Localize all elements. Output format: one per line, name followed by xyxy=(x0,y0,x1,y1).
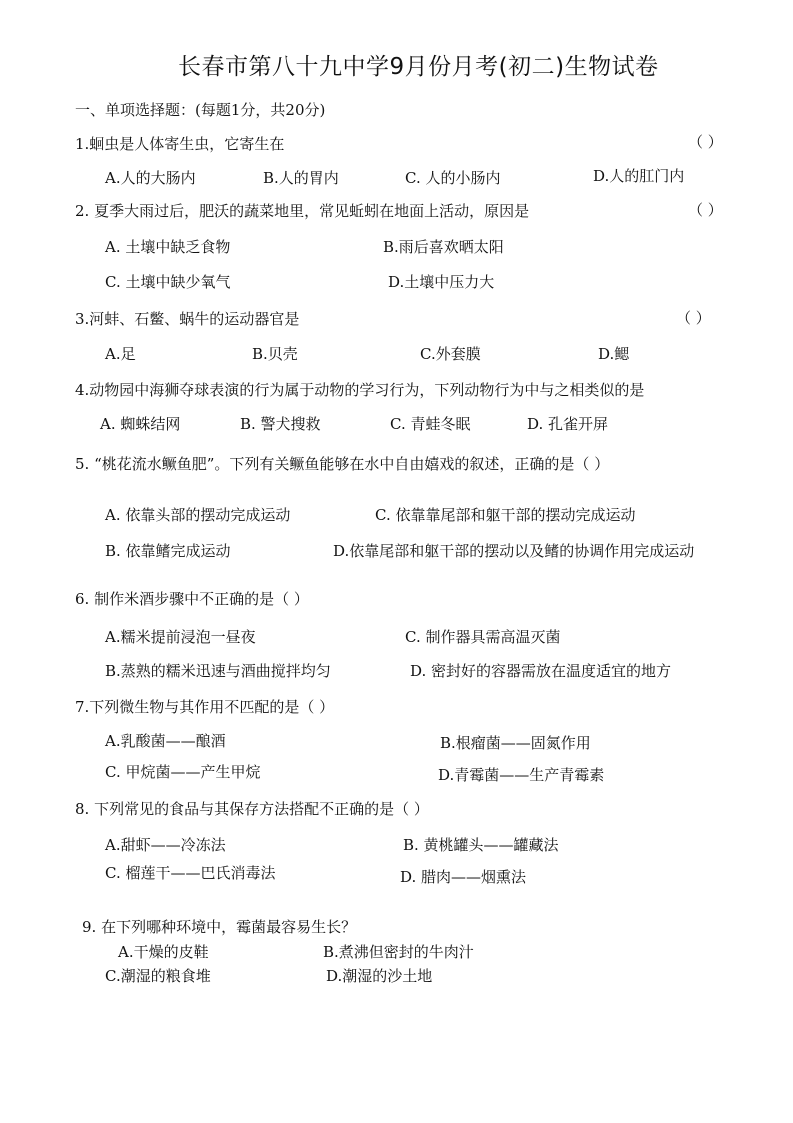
option: C. 青蛙冬眠 xyxy=(390,415,471,433)
option: D.土壤中压力大 xyxy=(388,273,495,291)
option: A.人的大肠内 xyxy=(105,169,196,187)
option: A.足 xyxy=(105,345,136,363)
question-stem: 7.下列微生物与其作用不匹配的是（ ） xyxy=(75,698,335,716)
option: C. 土壤中缺少氧气 xyxy=(105,273,231,291)
option: A. 依靠头部的摆动完成运动 xyxy=(105,506,291,524)
answer-paren: （ ） xyxy=(688,201,723,219)
option: D.潮湿的沙土地 xyxy=(326,967,433,985)
question-stem: 2. 夏季大雨过后，肥沃的蔬菜地里，常见蚯蚓在地面上活动，原因是 xyxy=(75,202,530,220)
option: B.贝壳 xyxy=(252,345,298,363)
option: C. 依靠靠尾部和躯干部的摆动完成运动 xyxy=(375,506,636,524)
section-heading: 一、单项选择题：(每题1分，共20分) xyxy=(75,101,326,119)
question-stem: 3.河蚌、石鳖、蜗牛的运动器官是 xyxy=(75,310,300,328)
question-stem: 9. 在下列哪种环境中，霉菌最容易生长？ xyxy=(82,918,357,936)
question-stem: 1.蛔虫是人体寄生虫，它寄生在 xyxy=(75,135,285,153)
question-stem: 8. 下列常见的食品与其保存方法搭配不正确的是（ ） xyxy=(75,800,429,818)
option: D.青霉菌——生产青霉素 xyxy=(438,766,605,784)
option: A.糯米提前浸泡一昼夜 xyxy=(105,628,256,646)
option: C. 人的小肠内 xyxy=(405,169,501,187)
option: D. 密封好的容器需放在温度适宜的地方 xyxy=(410,662,672,680)
option: A. 土壤中缺乏食物 xyxy=(105,238,231,256)
question-stem: 6. 制作米酒步骤中不正确的是（ ） xyxy=(75,590,309,608)
answer-paren: （ ） xyxy=(676,309,711,327)
option: B.蒸熟的糯米迅速与酒曲搅拌均匀 xyxy=(105,662,331,680)
option: D.依靠尾部和躯干部的摆动以及鳍的协调作用完成运动 xyxy=(333,542,695,560)
option: B.根瘤菌——固氮作用 xyxy=(440,734,591,752)
option: C. 制作器具需高温灭菌 xyxy=(405,628,561,646)
option: D.人的肛门内 xyxy=(593,167,685,185)
option: B.煮沸但密封的牛肉汁 xyxy=(323,943,474,961)
option: B. 警犬搜救 xyxy=(240,415,321,433)
option: A. 蜘蛛结网 xyxy=(100,415,181,433)
option: A.甜虾——冷冻法 xyxy=(105,836,226,854)
option: C.外套膜 xyxy=(420,345,481,363)
option: C. 甲烷菌——产生甲烷 xyxy=(105,763,261,781)
option: D. 腊肉——烟熏法 xyxy=(400,868,527,886)
option: D. 孔雀开屏 xyxy=(527,415,609,433)
option: D.鳃 xyxy=(598,345,630,363)
option: A.乳酸菌——酿酒 xyxy=(105,732,226,750)
option: B. 依靠鳍完成运动 xyxy=(105,542,231,560)
option: B.雨后喜欢晒太阳 xyxy=(383,238,504,256)
exam-title: 长春市第八十九中学9月份月考(初二)生物试卷 xyxy=(178,54,659,80)
option: B.人的胃内 xyxy=(263,169,339,187)
question-stem: 5. “桃花流水鳜鱼肥”。下列有关鳜鱼能够在水中自由嬉戏的叙述，正确的是（ ） xyxy=(75,455,610,473)
question-stem: 4.动物园中海狮夺球表演的行为属于动物的学习行为，下列动物行为中与之相类似的是 xyxy=(75,381,645,399)
option: A.干燥的皮鞋 xyxy=(118,943,209,961)
option: B. 黄桃罐头——罐藏法 xyxy=(403,836,559,854)
option: C.潮湿的粮食堆 xyxy=(105,967,211,985)
answer-paren: （ ） xyxy=(688,133,723,151)
option: C. 榴莲干——巴氏消毒法 xyxy=(105,864,276,882)
